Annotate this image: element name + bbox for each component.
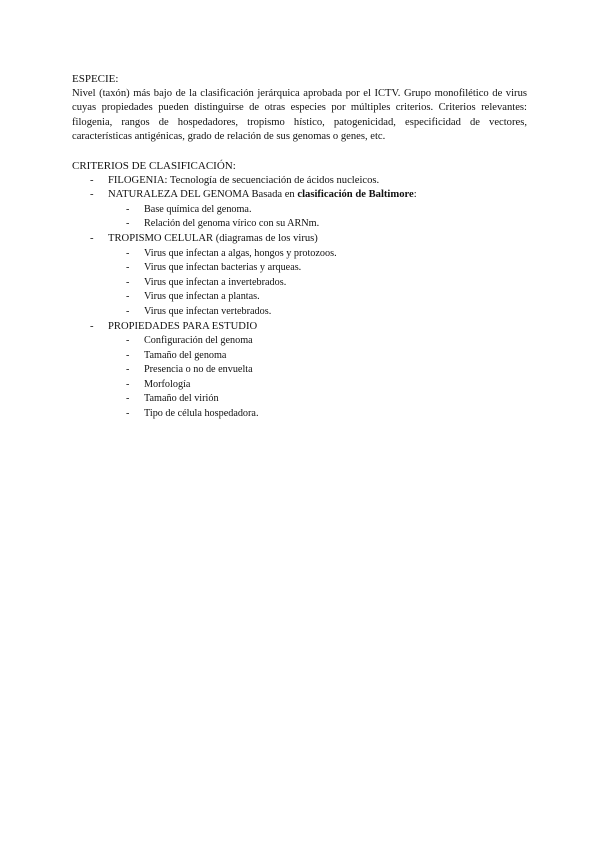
- bullet-dash: -: [126, 393, 130, 405]
- list-item: [72, 407, 527, 422]
- list-item: [72, 392, 527, 407]
- sub-item-text: Virus que infectan a invertebrados.: [144, 276, 287, 288]
- bullet-dash: -: [126, 203, 130, 215]
- bullet-dash: -: [126, 335, 130, 347]
- sub-item-text: Configuración del genoma: [144, 335, 253, 347]
- sub-item-text: Tamaño del genoma: [144, 349, 227, 361]
- bullet-dash: -: [126, 262, 130, 274]
- bullet-dash: -: [126, 276, 130, 288]
- list-item: [72, 247, 527, 262]
- criterios-list: [72, 174, 527, 422]
- list-item: [72, 363, 527, 378]
- list-item-filogenia: [72, 174, 527, 189]
- list-item: [72, 290, 527, 305]
- especie-heading: ESPECIE:: [72, 73, 119, 85]
- sub-item-text: Base química del genoma.: [144, 203, 252, 215]
- filogenia-text: FILOGENIA: Tecnología de secuenciación de ácidos nucleicos.: [108, 174, 380, 186]
- sub-item-text: Virus que infectan vertebrados.: [144, 305, 272, 317]
- baltimore-bold: clasificación de Baltimore: [297, 189, 414, 201]
- naturaleza-sublist-wrapper: [72, 203, 527, 232]
- propiedades-label: PROPIEDADES PARA ESTUDIO: [108, 320, 258, 332]
- spacer: [72, 145, 527, 159]
- propiedades-sublist-wrapper: [72, 334, 527, 422]
- list-item: [72, 217, 527, 232]
- naturaleza-label: NATURALEZA DEL GENOMA Basada en: [108, 189, 298, 201]
- bullet-dash: -: [90, 174, 94, 186]
- list-item-propiedades: [72, 320, 527, 335]
- list-item: [72, 305, 527, 320]
- tropismo-sublist: [72, 247, 527, 320]
- naturaleza-suffix: :: [413, 189, 417, 201]
- bullet-dash: -: [90, 320, 94, 332]
- sub-item-text: Tipo de célula hospedadora.: [144, 408, 259, 420]
- bullet-dash: -: [126, 247, 130, 259]
- list-item: [72, 349, 527, 364]
- bullet-dash: -: [90, 232, 94, 244]
- tropismo-label: TROPISMO CELULAR (diagramas de los virus): [108, 232, 318, 244]
- naturaleza-sublist: [72, 203, 527, 232]
- list-item: [72, 378, 527, 393]
- list-item: [72, 334, 527, 349]
- criterios-heading: CRITERIOS DE CLASIFICACIÓN:: [72, 159, 236, 172]
- bullet-dash: -: [126, 378, 130, 390]
- bullet-dash: -: [126, 218, 130, 230]
- sub-item-text: Tamaño del virión: [144, 393, 219, 405]
- sub-item-text: Relación del genoma vírico con su ARNm.: [144, 218, 320, 230]
- sub-item-text: Morfología: [144, 378, 191, 390]
- list-item: [72, 261, 527, 276]
- sub-item-text: Virus que infectan a plantas.: [144, 291, 260, 303]
- document-page: [72, 72, 527, 422]
- list-item-naturaleza: [72, 188, 527, 203]
- list-item: [72, 203, 527, 218]
- sub-item-text: Virus que infectan a algas, hongos y protozoos.: [144, 247, 337, 259]
- bullet-dash: -: [126, 291, 130, 303]
- bullet-dash: -: [90, 189, 94, 201]
- tropismo-sublist-wrapper: [72, 247, 527, 320]
- list-item-tropismo: [72, 232, 527, 247]
- sub-item-text: Virus que infectan bacterias y arqueas.: [144, 262, 302, 274]
- bullet-dash: -: [126, 364, 130, 376]
- especie-definition: Nivel (taxón) más bajo de la clasificación jerárquica aprobada por el ICTV. Grupo monofilético de virus cuyas propiedades pueden distinguirse de otras especies por múltiples criterios. Criterios relevantes: filogenia, rangos de hospedadores, tropismo hístico, patogenicidad, especificidad de vectores, características antigénicas, grado de relación de sus genomas o genes, etc.: [72, 87, 527, 143]
- list-item: [72, 276, 527, 291]
- bullet-dash: -: [126, 408, 130, 420]
- sub-item-text: Presencia o no de envuelta: [144, 364, 253, 376]
- propiedades-sublist: [72, 334, 527, 422]
- bullet-dash: -: [126, 305, 130, 317]
- bullet-dash: -: [126, 349, 130, 361]
